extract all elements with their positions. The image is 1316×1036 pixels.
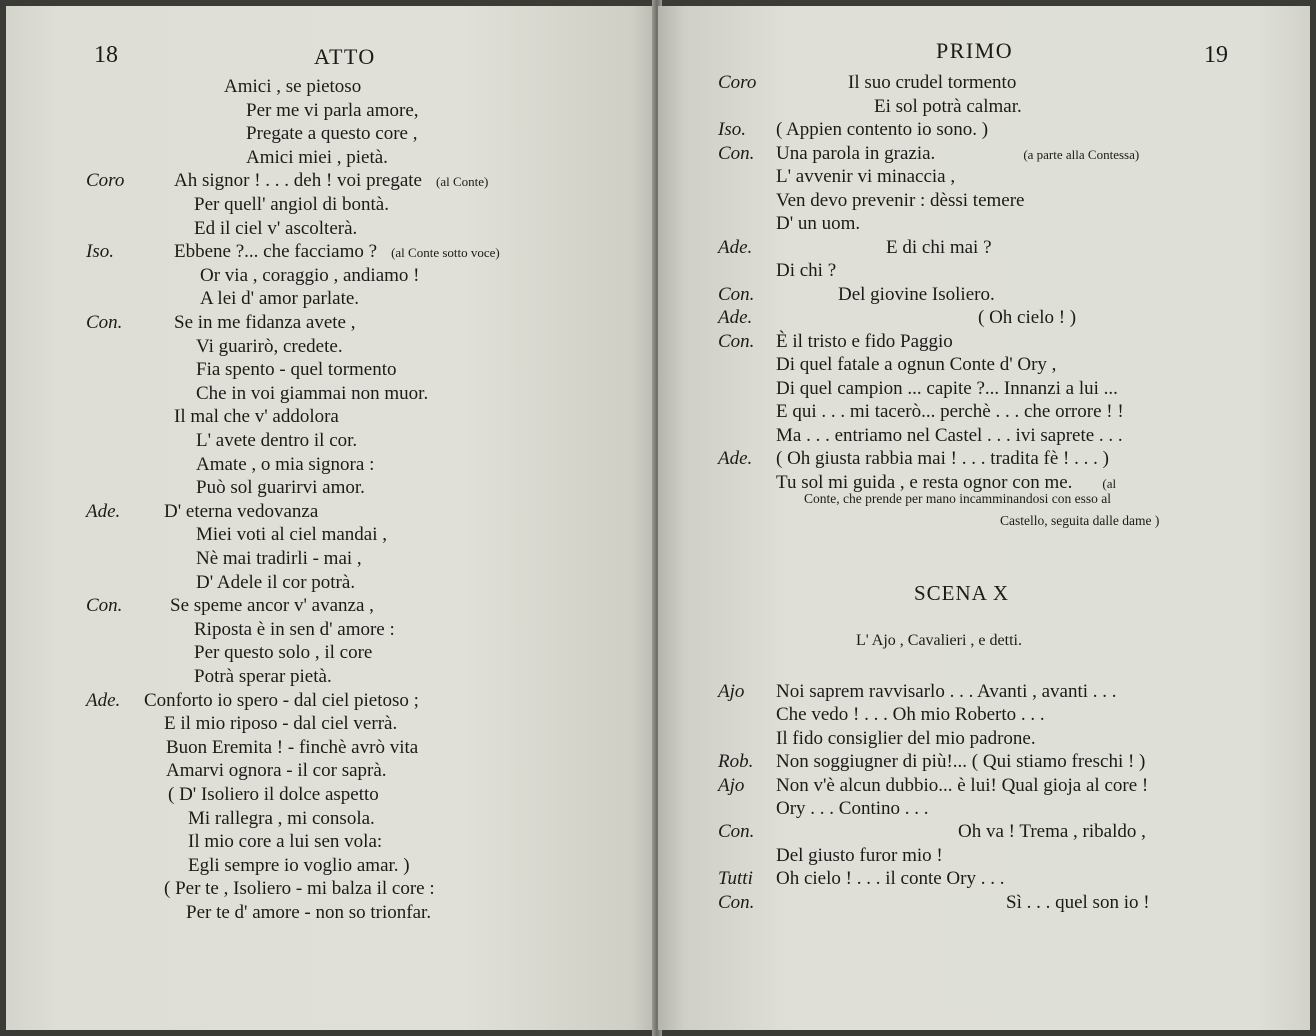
line-text: Ed il ciel v' ascolterà. <box>194 217 358 239</box>
line-text: Se in me fidanza avete , <box>174 312 356 333</box>
line-text: Miei voti al ciel mandai , <box>196 524 388 546</box>
verse-line <box>776 401 1124 423</box>
verse-line <box>200 288 359 310</box>
speaker-name: Ade. <box>86 500 121 522</box>
left-page <box>6 6 658 1030</box>
line-text: Oh va ! Trema , ribaldo , <box>958 821 1146 843</box>
verse-line <box>776 260 836 282</box>
verse-line <box>174 406 339 428</box>
running-head: ATTO <box>314 44 376 69</box>
line-text: Di quel fatale a ognun Conte d' Ory , <box>776 354 1057 375</box>
verse-line <box>200 265 419 287</box>
line-text: Tu sol mi guida , e resta ognor con me. <box>776 471 1073 493</box>
line-text: Ma . . . entriamo nel Castel . . . ivi saprete . . . <box>776 424 1123 446</box>
verse-line <box>196 359 397 381</box>
verse-line <box>194 619 395 641</box>
speaker-name: Con. <box>718 821 755 843</box>
page-number: 18 <box>94 42 118 68</box>
line-text: Che vedo ! . . . Oh mio Roberto . . . <box>776 704 1045 726</box>
running-head: PRIMO <box>936 38 1014 63</box>
stage-direction: (al <box>1102 475 1117 491</box>
verse-line <box>886 237 992 259</box>
line-text: ( Oh giusta rabbia mai ! . . . tradita fè ! . . . ) <box>776 448 1109 469</box>
verse-line <box>196 430 357 452</box>
verse-line <box>194 218 357 240</box>
verse-line <box>776 190 1025 212</box>
speaker-name: Ajo <box>718 681 745 702</box>
verse-line <box>196 336 343 358</box>
line-text: Il mal che v' addolora <box>174 406 339 428</box>
verse-line <box>848 72 1016 94</box>
verse-line <box>174 170 488 193</box>
line-text: Potrà sperar pietà. <box>194 666 332 687</box>
line-text: D' eterna vedovanza <box>164 500 319 522</box>
speaker-name: Con. <box>86 312 123 333</box>
verse-line <box>776 331 953 353</box>
verse-line <box>776 845 943 867</box>
line-text: Vi guarirò, credete. <box>196 335 343 357</box>
verse-line <box>174 241 500 264</box>
verse-line <box>776 166 955 188</box>
verse-line <box>166 737 418 759</box>
verse-line <box>196 454 374 476</box>
speaker-name: Ajo <box>718 774 745 796</box>
line-text: Non v'è alcun dubbio... è lui! Qual gioja al core ! <box>776 774 1149 796</box>
line-text: Oh cielo ! . . . il conte Ory . . . <box>776 868 1005 890</box>
verse-line <box>168 784 379 806</box>
speaker-name: Con. <box>86 595 123 617</box>
verse-line <box>196 477 365 499</box>
line-text: Del giovine Isoliero. <box>838 283 995 305</box>
line-text: Per te d' amore - non so trionfar. <box>186 902 432 923</box>
line-text: Per quell' angiol di bontà. <box>194 194 389 215</box>
line-text: D' Adele il cor potrà. <box>196 571 356 593</box>
verse-line <box>1006 892 1150 914</box>
verse-line <box>196 548 362 570</box>
line-text: Del giusto furor mio ! <box>776 844 943 866</box>
stage-direction: Conte, che prende per mano incamminandosi con esso al <box>804 491 1112 506</box>
verse-line <box>246 100 419 122</box>
verse-line <box>776 681 1117 703</box>
verse-line <box>196 572 355 594</box>
line-text: L' avvenir vi minaccia , <box>776 166 956 187</box>
verse-line <box>874 96 1022 118</box>
speaker-name: Ade. <box>718 236 753 258</box>
verse-line <box>838 284 995 306</box>
line-text: Non soggiugner di più!... ( Qui stiamo freschi ! ) <box>776 751 1146 773</box>
speaker-name: Con. <box>718 891 755 913</box>
verse-line <box>186 902 431 924</box>
verse-line <box>776 119 988 141</box>
verse-line <box>194 666 332 688</box>
line-text: Amici miei , pietà. <box>246 146 388 168</box>
line-text: Mi rallegra , mi consola. <box>188 807 375 829</box>
speaker-name: Ade. <box>718 448 753 469</box>
line-text: ( Per te , Isoliero - mi balza il core : <box>164 878 435 900</box>
line-text: Ei sol potrà calmar. <box>874 95 1022 117</box>
line-text: Può sol guarirvi amor. <box>196 477 365 499</box>
line-text: Sì . . . quel son io ! <box>1006 891 1150 913</box>
line-text: Il mio core a lui sen vola: <box>188 831 383 853</box>
speaker-name: Ade. <box>718 307 753 328</box>
line-text: Amarvi ognora - il cor saprà. <box>166 760 387 782</box>
speaker-name: Iso. <box>86 241 114 263</box>
verse-line <box>224 76 361 98</box>
verse-line <box>978 307 1076 329</box>
line-text: È il tristo e fido Paggio <box>776 330 953 352</box>
right-page <box>658 6 1310 1030</box>
verse-line <box>188 855 410 877</box>
verse-line <box>776 143 1139 166</box>
stage-direction: (a parte alla Contessa) <box>1023 146 1140 162</box>
line-text: Egli sempre io voglio amar. ) <box>188 854 410 876</box>
line-text: Riposta è in sen d' amore : <box>194 618 395 640</box>
line-text: Il suo crudel tormento <box>848 72 1017 93</box>
speaker-name: Coro <box>86 170 125 192</box>
line-text: Una parola in grazia. <box>776 142 936 164</box>
line-text: Di chi ? <box>776 260 837 281</box>
verse-line <box>144 690 419 712</box>
stage-direction: Castello, seguita dalle dame ) <box>1000 513 1160 528</box>
line-text: Ory . . . Contino . . . <box>776 798 929 819</box>
speaker-name: Rob. <box>718 751 754 773</box>
verse-line <box>776 378 1118 400</box>
line-text: Pregate a questo core , <box>246 123 418 145</box>
verse-line <box>174 312 355 334</box>
speaker-name: Con. <box>718 283 755 305</box>
speaker-name: Tutti <box>718 868 753 890</box>
verse-line <box>776 213 860 235</box>
verse-line <box>776 448 1109 470</box>
line-text: Per questo solo , il core <box>194 642 373 664</box>
verse-line <box>776 868 1004 890</box>
line-text: Ah signor ! . . . deh ! voi pregate <box>174 170 422 192</box>
scene-title: SCENA X <box>914 581 1010 605</box>
line-text: E qui . . . mi tacerò... perchè . . . che orrore ! ! <box>776 401 1124 422</box>
line-text: Di quel campion ... capite ?... Innanzi a lui ... <box>776 377 1118 399</box>
line-text: D' un uom. <box>776 213 861 234</box>
line-text: ( Appien contento io sono. ) <box>776 119 989 140</box>
line-text: L' avete dentro il cor. <box>196 430 358 451</box>
verse-line <box>166 760 387 782</box>
verse-line <box>776 704 1045 726</box>
speaker-name: Iso. <box>718 119 746 140</box>
line-text: A lei d' amor parlate. <box>200 288 360 310</box>
speaker-name: Con. <box>718 330 755 352</box>
verse-line <box>776 751 1145 773</box>
verse-line <box>776 728 1036 750</box>
verse-line <box>776 798 929 820</box>
verse-line <box>776 425 1123 447</box>
line-text: ( D' Isoliero il dolce aspetto <box>168 784 379 805</box>
speaker-name: Con. <box>718 142 755 164</box>
verse-line <box>170 595 374 617</box>
line-text: Che in voi giammai non muor. <box>196 382 429 404</box>
line-text: Noi saprem ravvisarlo . . . Avanti , avanti . . . <box>776 681 1117 702</box>
line-text: Amici , se pietoso <box>224 76 362 97</box>
line-text: ( Oh cielo ! ) <box>978 307 1077 328</box>
line-text: E di chi mai ? <box>886 236 992 258</box>
line-text: Or via , coraggio , andiamo ! <box>200 264 420 286</box>
speaker-name: Coro <box>718 72 757 93</box>
line-text: E il mio riposo - dal ciel verrà. <box>164 713 398 735</box>
line-text: Conforto io spero - dal ciel pietoso ; <box>144 689 419 711</box>
stage-direction: (al Conte sotto voce) <box>391 245 500 261</box>
verse-line <box>776 775 1148 797</box>
verse-line <box>164 878 435 900</box>
line-text: Nè mai tradirli - mai , <box>196 548 362 569</box>
line-text: Amate , o mia signora : <box>196 453 375 475</box>
speaker-name: Ade. <box>86 689 121 711</box>
line-text: Per me vi parla amore, <box>246 99 419 121</box>
verse-line <box>196 383 428 405</box>
page-number: 19 <box>1204 42 1228 68</box>
verse-line <box>196 524 387 546</box>
line-text: Ven devo prevenir : dèssi temere <box>776 189 1025 211</box>
line-text: Fia spento - quel tormento <box>196 359 397 381</box>
verse-line <box>188 831 382 853</box>
scene-characters: L' Ajo , Cavalieri , e detti. <box>856 632 1022 649</box>
verse-line <box>188 808 375 830</box>
line-text: Buon Eremita ! - finchè avrò vita <box>166 736 419 758</box>
line-text: Se speme ancor v' avanza , <box>170 595 374 617</box>
verse-line <box>246 147 388 169</box>
verse-line <box>164 501 318 523</box>
line-text: Il fido consiglier del mio padrone. <box>776 727 1036 749</box>
verse-line <box>194 194 389 216</box>
verse-line <box>958 821 1146 843</box>
verse-line <box>194 642 372 664</box>
verse-line <box>776 354 1056 376</box>
verse-line <box>164 713 397 735</box>
verse-line <box>246 123 417 145</box>
stage-direction: (al Conte) <box>436 174 489 190</box>
line-text: Ebbene ?... che facciamo ? <box>174 241 378 263</box>
